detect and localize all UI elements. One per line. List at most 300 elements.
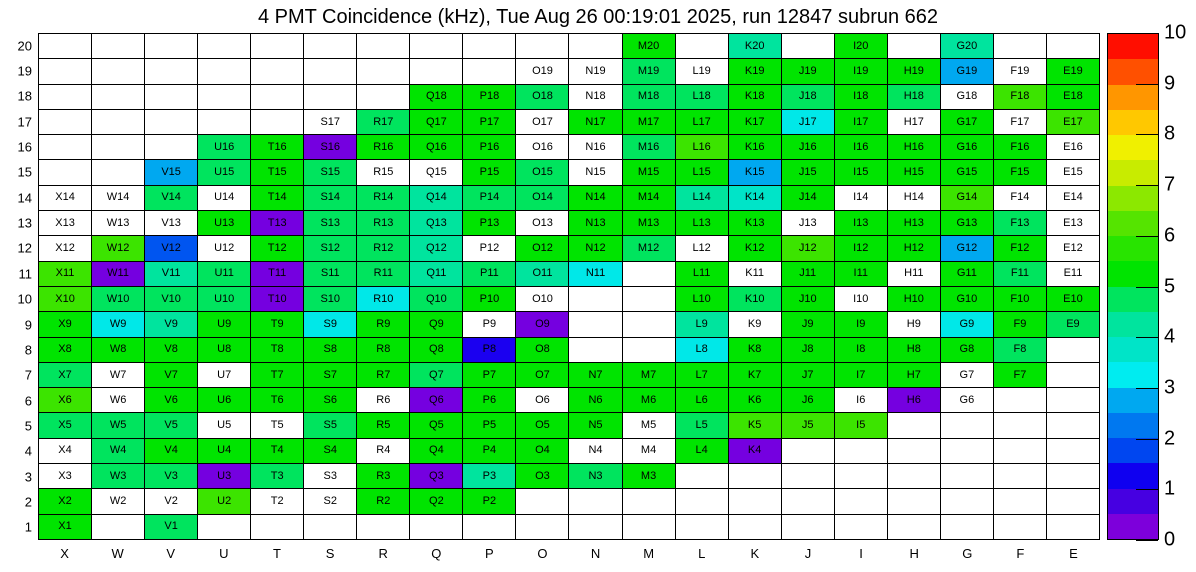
heatmap-cell	[888, 489, 941, 514]
heatmap-cell	[1047, 464, 1100, 489]
cell-label: E19	[1063, 64, 1083, 77]
cell-label: Q6	[429, 393, 444, 406]
cell-label: O14	[532, 191, 553, 204]
x-axis-label: O	[537, 546, 548, 561]
cell-label: E18	[1063, 90, 1083, 103]
y-axis-label: 18	[17, 88, 32, 104]
cell-label: Q5	[429, 419, 444, 432]
cell-label: P2	[482, 495, 497, 508]
heatmap-cell	[941, 363, 994, 388]
heatmap-cell	[729, 85, 782, 110]
cell-label: W14	[106, 191, 130, 204]
heatmap-cell	[145, 59, 198, 84]
heatmap-cell	[994, 34, 1047, 59]
cell-label: T3	[270, 469, 284, 482]
heatmap-cell	[463, 160, 516, 185]
cell-label: K18	[744, 90, 765, 103]
cell-label: V11	[161, 267, 181, 280]
heatmap-cell	[357, 439, 410, 464]
heatmap-cell	[729, 338, 782, 363]
heatmap-cell	[463, 135, 516, 160]
colorbar-tick	[1136, 236, 1158, 237]
y-axis-label: 12	[17, 240, 32, 256]
cell-label: L7	[695, 368, 708, 381]
heatmap-cell	[729, 262, 782, 287]
heatmap-cell	[145, 186, 198, 211]
cell-label: I20	[853, 39, 869, 52]
cell-label: V13	[161, 216, 181, 229]
heatmap-cell	[92, 388, 145, 413]
heatmap-cell	[198, 413, 251, 438]
heatmap-cell	[569, 338, 622, 363]
cell-label: L16	[692, 140, 711, 153]
heatmap-cell	[782, 59, 835, 84]
cell-label: Q11	[426, 267, 447, 280]
cell-label: R15	[373, 166, 394, 179]
cell-label: W4	[109, 444, 127, 457]
cell-label: U12	[214, 242, 235, 255]
cell-label: R5	[376, 419, 391, 432]
heatmap-cell	[516, 338, 569, 363]
x-axis-label: I	[859, 546, 863, 561]
x-axis-label: F	[1016, 546, 1025, 561]
cell-label: F16	[1010, 140, 1030, 153]
heatmap-cell	[145, 287, 198, 312]
heatmap-cell	[357, 388, 410, 413]
cell-label: S13	[320, 216, 341, 229]
cell-label: M16	[637, 140, 660, 153]
y-axis-label: 16	[17, 139, 32, 155]
cell-label: L13	[692, 216, 711, 229]
heatmap-cell	[835, 363, 888, 388]
cell-label: T5	[270, 419, 284, 432]
cell-label: W11	[107, 267, 129, 280]
heatmap-cell	[198, 439, 251, 464]
cell-label: X7	[58, 368, 72, 381]
heatmap-cell	[463, 211, 516, 236]
heatmap-cell	[835, 262, 888, 287]
cell-label: Q10	[425, 292, 447, 305]
heatmap-cell	[304, 262, 357, 287]
heatmap-cell	[357, 413, 410, 438]
heatmap-cell	[676, 34, 729, 59]
heatmap-cell	[782, 236, 835, 261]
heatmap-cell	[941, 110, 994, 135]
cell-label: V9	[164, 317, 178, 330]
heatmap-cell	[1047, 160, 1100, 185]
cell-label: V6	[164, 393, 178, 406]
heatmap-cell	[676, 413, 729, 438]
heatmap-cell	[92, 413, 145, 438]
heatmap-cell	[198, 236, 251, 261]
heatmap-cell	[1047, 186, 1100, 211]
heatmap-cell	[994, 59, 1047, 84]
heatmap-cell	[1047, 338, 1100, 363]
colorbar-segment	[1108, 160, 1158, 185]
x-axis-label: T	[272, 546, 281, 561]
heatmap-cell	[569, 135, 622, 160]
cell-label: Q4	[429, 444, 444, 457]
cell-label: I17	[853, 115, 869, 128]
heatmap-cell	[994, 186, 1047, 211]
heatmap-cell	[251, 439, 304, 464]
cell-label: V2	[164, 495, 178, 508]
colorbar-tick-label: 3	[1164, 376, 1176, 399]
heatmap-cell	[251, 262, 304, 287]
cell-label: S5	[323, 419, 337, 432]
heatmap-cell	[676, 287, 729, 312]
heatmap-cell	[835, 439, 888, 464]
heatmap-cell	[304, 287, 357, 312]
heatmap-cell	[729, 413, 782, 438]
cell-label: J18	[798, 90, 817, 103]
cell-label: R16	[373, 140, 394, 153]
cell-label: R12	[373, 242, 394, 255]
cell-label: T13	[267, 216, 287, 229]
heatmap-cell	[145, 262, 198, 287]
heatmap-cell	[357, 312, 410, 337]
cell-label: M18	[637, 90, 660, 103]
heatmap-cell	[1047, 515, 1100, 540]
cell-label: I8	[856, 343, 866, 356]
heatmap-cell	[994, 211, 1047, 236]
heatmap-cell	[463, 262, 516, 287]
heatmap-cell	[516, 363, 569, 388]
y-axis-label: 6	[24, 393, 32, 409]
heatmap-cell	[1047, 287, 1100, 312]
heatmap-cell	[145, 34, 198, 59]
y-axis-label: 1	[24, 519, 32, 535]
heatmap-cell	[357, 489, 410, 514]
cell-label: H13	[903, 216, 924, 229]
cell-label: T4	[270, 444, 284, 457]
heatmap-cell	[623, 262, 676, 287]
cell-label: P7	[482, 368, 497, 381]
heatmap-cell	[304, 338, 357, 363]
heatmap-cell	[782, 388, 835, 413]
heatmap-cell	[676, 388, 729, 413]
cell-label: Q13	[425, 216, 447, 229]
cell-label: W2	[109, 495, 127, 508]
heatmap-cell	[304, 363, 357, 388]
heatmap-cell	[1047, 363, 1100, 388]
heatmap-cell	[888, 287, 941, 312]
cell-label: E17	[1063, 115, 1083, 128]
heatmap-cell	[516, 439, 569, 464]
heatmap-cell	[145, 135, 198, 160]
cell-label: V12	[161, 242, 181, 255]
heatmap-cell	[92, 236, 145, 261]
cell-label: J16	[798, 140, 817, 153]
colorbar-segment	[1108, 388, 1158, 413]
cell-label: G10	[956, 292, 978, 305]
cell-label: V8	[164, 343, 178, 356]
heatmap-cell	[516, 413, 569, 438]
cell-label: K8	[747, 343, 762, 356]
x-axis-label: S	[325, 546, 335, 561]
heatmap-cell	[251, 211, 304, 236]
cell-label: H16	[903, 140, 924, 153]
cell-label: K11	[745, 267, 765, 280]
heatmap-cell	[729, 34, 782, 59]
cell-label: U14	[214, 191, 235, 204]
colorbar-tick	[1136, 489, 1158, 490]
cell-label: J6	[801, 393, 814, 406]
colorbar-tick	[1136, 287, 1158, 288]
cell-label: N7	[588, 368, 603, 381]
heatmap-cell	[782, 338, 835, 363]
heatmap-cell	[145, 439, 198, 464]
heatmap-cell	[782, 312, 835, 337]
cell-label: U3	[217, 469, 232, 482]
cell-label: J13	[798, 216, 817, 229]
heatmap-cell	[410, 262, 463, 287]
heatmap-cell	[994, 413, 1047, 438]
cell-label: X5	[58, 419, 72, 432]
heatmap-cell	[623, 110, 676, 135]
cell-label: L12	[692, 242, 711, 255]
colorbar-segment	[1108, 438, 1158, 463]
x-axis-label: X	[60, 546, 69, 561]
cell-label: L15	[692, 166, 711, 179]
heatmap-cell	[92, 110, 145, 135]
cell-label: V15	[161, 166, 181, 179]
cell-label: Q3	[429, 469, 444, 482]
x-axis-label: N	[590, 546, 601, 561]
heatmap-cell	[251, 236, 304, 261]
heatmap-cell	[410, 312, 463, 337]
heatmap-cell	[623, 515, 676, 540]
cell-label: E15	[1063, 166, 1083, 179]
heatmap-cell	[729, 211, 782, 236]
heatmap-cell	[782, 262, 835, 287]
colorbar-segment	[1108, 287, 1158, 312]
heatmap-cell	[92, 489, 145, 514]
heatmap-cell	[516, 160, 569, 185]
heatmap-cell	[357, 515, 410, 540]
colorbar-segment	[1108, 261, 1158, 286]
heatmap-cell	[835, 110, 888, 135]
heatmap-cell	[1047, 85, 1100, 110]
cell-label: U8	[217, 343, 232, 356]
heatmap-cell	[782, 439, 835, 464]
heatmap-cell	[463, 388, 516, 413]
colorbar-tick	[1136, 185, 1158, 186]
cell-label: Q8	[429, 343, 444, 356]
cell-label: U13	[214, 216, 235, 229]
cell-label: O12	[532, 242, 553, 255]
cell-label: O7	[535, 368, 550, 381]
heatmap-cell	[888, 262, 941, 287]
heatmap-cell	[357, 34, 410, 59]
colorbar-tick	[1136, 540, 1158, 541]
cell-label: P13	[479, 216, 500, 229]
cell-label: Q2	[429, 495, 444, 508]
heatmap-cell	[994, 312, 1047, 337]
heatmap-cell	[39, 262, 92, 287]
cell-label: H17	[903, 115, 924, 128]
heatmap-cell	[782, 464, 835, 489]
cell-label: F13	[1010, 216, 1030, 229]
heatmap-cell	[835, 211, 888, 236]
heatmap-cell	[251, 363, 304, 388]
heatmap-cell	[198, 262, 251, 287]
heatmap-cell	[516, 59, 569, 84]
heatmap-cell	[569, 236, 622, 261]
heatmap-cell	[835, 160, 888, 185]
cell-label: F14	[1010, 191, 1030, 204]
cell-label: U6	[217, 393, 232, 406]
heatmap-cell	[357, 287, 410, 312]
heatmap-cell	[888, 515, 941, 540]
heatmap-cell	[410, 186, 463, 211]
cell-label: V1	[164, 520, 178, 533]
cell-label: X4	[58, 444, 72, 457]
heatmap-cell	[92, 363, 145, 388]
x-axis-label: M	[643, 546, 655, 561]
cell-label: S9	[323, 317, 337, 330]
heatmap-cell	[198, 110, 251, 135]
heatmap-cell	[676, 186, 729, 211]
heatmap-cell	[941, 489, 994, 514]
cell-label: P12	[479, 242, 500, 255]
colorbar-segment	[1108, 236, 1158, 261]
heatmap-cell	[676, 59, 729, 84]
cell-label: W7	[109, 368, 127, 381]
cell-label: I12	[853, 242, 869, 255]
heatmap-cell	[835, 236, 888, 261]
heatmap-cell	[835, 287, 888, 312]
heatmap-cell	[1047, 489, 1100, 514]
cell-label: S15	[320, 166, 341, 179]
heatmap-cell	[1047, 110, 1100, 135]
cell-label: M17	[637, 115, 660, 128]
heatmap-cell	[835, 464, 888, 489]
cell-label: R14	[373, 191, 394, 204]
heatmap-cell	[145, 211, 198, 236]
cell-label: I14	[853, 191, 869, 204]
heatmap-cell	[357, 186, 410, 211]
heatmap-cell	[516, 135, 569, 160]
cell-label: I6	[856, 393, 866, 406]
cell-label: Q9	[429, 317, 444, 330]
x-axis-label: H	[909, 546, 919, 561]
cell-label: K6	[747, 393, 762, 406]
heatmap-grid	[38, 33, 1100, 540]
heatmap-cell	[569, 160, 622, 185]
cell-label: X8	[58, 343, 72, 356]
heatmap-cell	[676, 515, 729, 540]
heatmap-cell	[198, 287, 251, 312]
cell-label: X13	[55, 216, 75, 229]
heatmap-cell	[92, 464, 145, 489]
x-axis-label: U	[219, 546, 229, 561]
cell-label: G14	[956, 191, 978, 204]
cell-label: K9	[747, 317, 762, 330]
cell-label: R13	[373, 216, 394, 229]
heatmap-cell	[516, 85, 569, 110]
heatmap-cell	[198, 85, 251, 110]
heatmap-cell	[623, 34, 676, 59]
cell-label: G11	[956, 267, 977, 280]
y-axis-label: 10	[17, 291, 32, 307]
cell-label: H19	[903, 64, 924, 77]
heatmap-cell	[888, 211, 941, 236]
heatmap-cell	[39, 110, 92, 135]
heatmap-cell	[888, 236, 941, 261]
cell-label: Q7	[429, 368, 444, 381]
cell-label: N5	[588, 419, 603, 432]
heatmap-cell	[569, 34, 622, 59]
heatmap-cell	[941, 135, 994, 160]
cell-label: L11	[692, 267, 711, 280]
cell-label: K13	[744, 216, 765, 229]
cell-label: P5	[482, 419, 497, 432]
cell-label: M20	[637, 39, 660, 52]
cell-label: F17	[1010, 115, 1030, 128]
heatmap-cell	[198, 135, 251, 160]
heatmap-cell	[198, 34, 251, 59]
heatmap-cell	[39, 59, 92, 84]
cell-label: G7	[959, 368, 975, 381]
heatmap-cell	[569, 312, 622, 337]
cell-label: V7	[164, 368, 178, 381]
cell-label: F9	[1013, 317, 1027, 330]
cell-label: L8	[695, 343, 708, 356]
heatmap-cell	[304, 464, 357, 489]
cell-label: U7	[217, 368, 232, 381]
cell-label: M12	[637, 242, 660, 255]
cell-label: F18	[1010, 90, 1030, 103]
heatmap-cell	[198, 338, 251, 363]
heatmap-cell	[198, 464, 251, 489]
heatmap-cell	[251, 59, 304, 84]
y-axis-label: 17	[17, 114, 32, 130]
cell-label: S6	[323, 393, 337, 406]
heatmap-cell	[782, 287, 835, 312]
cell-label: N14	[585, 191, 606, 204]
cell-label: N12	[585, 242, 606, 255]
heatmap-cell	[623, 312, 676, 337]
cell-label: N18	[585, 90, 606, 103]
heatmap-cell	[251, 312, 304, 337]
heatmap-cell	[782, 85, 835, 110]
heatmap-cell	[623, 211, 676, 236]
cell-label: G8	[959, 343, 975, 356]
cell-label: J19	[798, 64, 817, 77]
y-axis-label: 15	[17, 164, 32, 180]
heatmap-cell	[516, 312, 569, 337]
cell-label: O13	[532, 216, 553, 229]
cell-label: X1	[58, 520, 72, 533]
heatmap-cell	[39, 211, 92, 236]
cell-label: F19	[1010, 64, 1030, 77]
y-axis-label: 7	[24, 367, 32, 383]
heatmap-cell	[145, 413, 198, 438]
cell-label: K4	[747, 444, 762, 457]
heatmap-cell	[39, 312, 92, 337]
heatmap-cell	[835, 489, 888, 514]
cell-label: O4	[535, 444, 550, 457]
y-axis-label: 19	[17, 63, 32, 79]
cell-label: K5	[747, 419, 762, 432]
heatmap-cell	[304, 236, 357, 261]
heatmap-cell	[516, 110, 569, 135]
cell-label: O6	[535, 393, 550, 406]
x-axis-label: V	[166, 546, 176, 561]
cell-label: O18	[532, 90, 553, 103]
heatmap-cell	[676, 363, 729, 388]
